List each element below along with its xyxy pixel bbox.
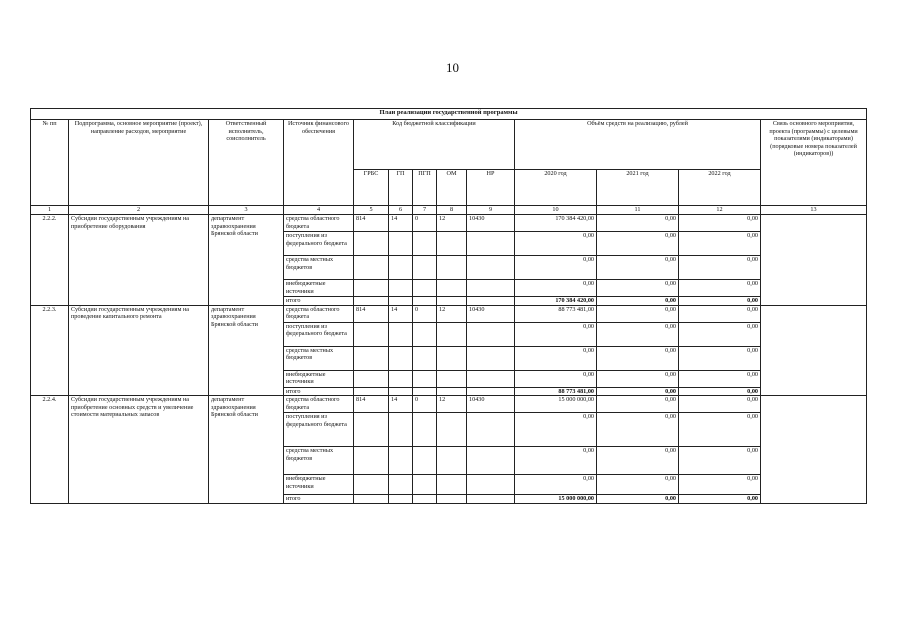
total-2020: 170 384 420,00	[515, 297, 597, 306]
item-description: Субсидии государственным учреждениям на приобретение основных средств и увеличение стоимости материальных запасов	[69, 396, 209, 504]
source-external: внебюджетные источники	[284, 280, 354, 297]
column-number: 1	[31, 206, 69, 215]
amount-2021: 0,00	[597, 346, 679, 370]
amount-2022: 0,00	[679, 346, 761, 370]
code-gp: 14	[389, 396, 413, 413]
amount-2020: 0,00	[515, 256, 597, 280]
total-2022: 0,00	[679, 297, 761, 306]
amount-2020: 0,00	[515, 322, 597, 346]
source-federal: поступления из федерального бюджета	[284, 413, 354, 447]
column-number: 9	[467, 206, 515, 215]
code-np: 10430	[467, 215, 515, 232]
code-om: 12	[437, 305, 467, 322]
amount-2022: 0,00	[679, 256, 761, 280]
amount-2021: 0,00	[597, 447, 679, 475]
total-2021: 0,00	[597, 297, 679, 306]
amount-2021: 0,00	[597, 396, 679, 413]
source-local: средства местных бюджетов	[284, 346, 354, 370]
column-number: 2	[69, 206, 209, 215]
code-grbs: 814	[354, 215, 389, 232]
total-2020: 88 773 481,00	[515, 387, 597, 396]
amount-2020: 0,00	[515, 447, 597, 475]
code-np: 10430	[467, 305, 515, 322]
code-grbs: 814	[354, 305, 389, 322]
amount-2021: 0,00	[597, 413, 679, 447]
indicator-link-cell	[761, 215, 867, 306]
column-number: 6	[389, 206, 413, 215]
item-executor: департамент здравоохранения Брянской области	[209, 396, 284, 504]
item-description: Субсидии государственным учреждениям на приобретение оборудования	[69, 215, 209, 306]
total-2021: 0,00	[597, 387, 679, 396]
amount-2022: 0,00	[679, 322, 761, 346]
source-local: средства местных бюджетов	[284, 447, 354, 475]
item-executor: департамент здравоохранения Брянской области	[209, 215, 284, 306]
amount-2022: 0,00	[679, 396, 761, 413]
column-numbers-row	[31, 206, 867, 215]
code-gp: 14	[389, 305, 413, 322]
header-gp: ГП	[389, 170, 413, 206]
amount-2020: 15 000 000,00	[515, 396, 597, 413]
column-number: 5	[354, 206, 389, 215]
indicator-link-cell	[761, 305, 867, 396]
column-number: 12	[679, 206, 761, 215]
column-number: 7	[413, 206, 437, 215]
amount-2020: 170 384 420,00	[515, 215, 597, 232]
source-external: внебюджетные источники	[284, 475, 354, 495]
item-number: 2.2.2.	[31, 215, 69, 306]
table-body	[31, 215, 867, 504]
source-regional: средства областного бюджета	[284, 396, 354, 413]
source-local: средства местных бюджетов	[284, 256, 354, 280]
amount-2022: 0,00	[679, 413, 761, 447]
source-regional: средства областного бюджета	[284, 305, 354, 322]
header-pgp: ПГП	[413, 170, 437, 206]
code-grbs: 814	[354, 396, 389, 413]
total-2022: 0,00	[679, 387, 761, 396]
source-federal: поступления из федерального бюджета	[284, 322, 354, 346]
amount-2021: 0,00	[597, 475, 679, 495]
header-num: № пп	[31, 120, 69, 206]
table-title: План реализации государственной программы	[31, 109, 867, 120]
column-number: 8	[437, 206, 467, 215]
code-pgp: 0	[413, 215, 437, 232]
amount-2021: 0,00	[597, 370, 679, 387]
total-2022: 0,00	[679, 495, 761, 504]
header-year-2022: 2022 год	[679, 170, 761, 206]
code-gp: 14	[389, 215, 413, 232]
amount-2021: 0,00	[597, 322, 679, 346]
source-regional: средства областного бюджета	[284, 215, 354, 232]
header-funding: Объём средств на реализацию, рублей	[515, 120, 761, 170]
table-row	[31, 305, 867, 322]
amount-2021: 0,00	[597, 256, 679, 280]
total-2020: 15 000 000,00	[515, 495, 597, 504]
total-2021: 0,00	[597, 495, 679, 504]
header-indicator-link: Связь основного мероприятия, проекта (программы) с целевыми показателями (индикаторами) (порядковые номера показателей (индикаторов))	[761, 120, 867, 206]
header-om: ОМ	[437, 170, 467, 206]
amount-2020: 0,00	[515, 370, 597, 387]
amount-2022: 0,00	[679, 305, 761, 322]
amount-2022: 0,00	[679, 475, 761, 495]
amount-2020: 0,00	[515, 280, 597, 297]
item-number: 2.2.4.	[31, 396, 69, 504]
source-federal: поступления из федерального бюджета	[284, 232, 354, 256]
program-plan-table	[30, 108, 867, 504]
header-np: НР	[467, 170, 515, 206]
amount-2021: 0,00	[597, 280, 679, 297]
column-number: 10	[515, 206, 597, 215]
source-external: внебюджетные источники	[284, 370, 354, 387]
source-total: итого	[284, 297, 354, 306]
column-number: 4	[284, 206, 354, 215]
header-budget-code: Код бюджетной классификации	[354, 120, 515, 170]
amount-2020: 0,00	[515, 475, 597, 495]
amount-2020: 88 773 481,00	[515, 305, 597, 322]
column-number: 3	[209, 206, 284, 215]
item-executor: департамент здравоохранения Брянской области	[209, 305, 284, 396]
program-plan-table-wrapper	[30, 108, 866, 504]
item-description: Субсидии государственным учреждениям на проведение капитального ремонта	[69, 305, 209, 396]
table-row	[31, 215, 867, 232]
header-executor: Ответственный исполнитель, соисполнитель	[209, 120, 284, 206]
column-number: 13	[761, 206, 867, 215]
page-number: 10	[446, 60, 459, 75]
code-pgp: 0	[413, 396, 437, 413]
source-total: итого	[284, 495, 354, 504]
amount-2021: 0,00	[597, 232, 679, 256]
header-year-2021: 2021 год	[597, 170, 679, 206]
item-number: 2.2.3.	[31, 305, 69, 396]
code-pgp: 0	[413, 305, 437, 322]
amount-2020: 0,00	[515, 232, 597, 256]
header-source: Источник финансового обеспечения	[284, 120, 354, 206]
source-total: итого	[284, 387, 354, 396]
amount-2022: 0,00	[679, 280, 761, 297]
indicator-link-cell	[761, 396, 867, 504]
header-year-2020: 2020 год	[515, 170, 597, 206]
amount-2022: 0,00	[679, 215, 761, 232]
header-grbs: ГРБС	[354, 170, 389, 206]
amount-2020: 0,00	[515, 346, 597, 370]
amount-2022: 0,00	[679, 447, 761, 475]
code-np: 10430	[467, 396, 515, 413]
table-row	[31, 396, 867, 413]
amount-2022: 0,00	[679, 232, 761, 256]
amount-2020: 0,00	[515, 413, 597, 447]
code-om: 12	[437, 396, 467, 413]
amount-2022: 0,00	[679, 370, 761, 387]
header-subprogram: Подпрограмма, основное мероприятие (проект), направление расходов, мероприятие	[69, 120, 209, 206]
code-om: 12	[437, 215, 467, 232]
column-number: 11	[597, 206, 679, 215]
amount-2021: 0,00	[597, 215, 679, 232]
amount-2021: 0,00	[597, 305, 679, 322]
